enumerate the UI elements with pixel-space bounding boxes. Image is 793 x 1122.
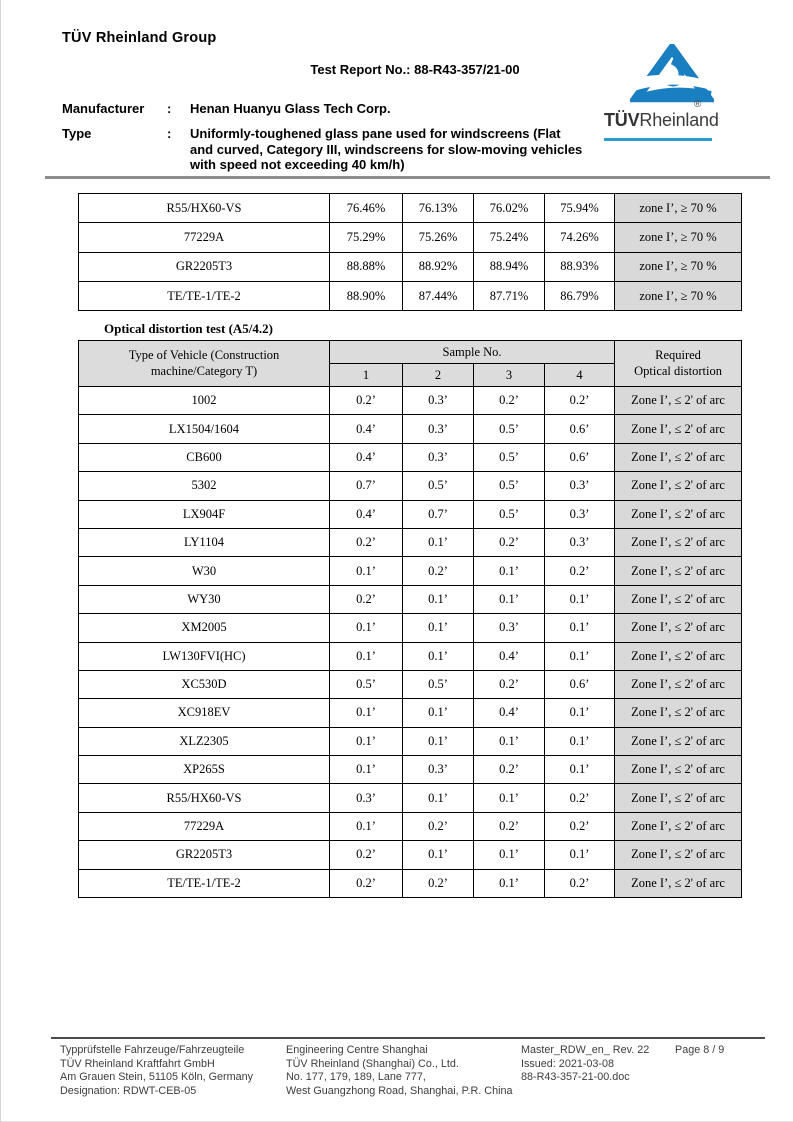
sample-value-cell: 0.2’ <box>330 869 403 897</box>
required-value-cell: Zone I’, ≤ 2' of arc <box>615 585 742 613</box>
vehicle-type-cell: XC918EV <box>79 699 330 727</box>
table-row <box>79 841 742 869</box>
sample-value-cell: 0.2’ <box>545 387 615 415</box>
sample-value-cell: 0.1’ <box>474 727 545 755</box>
required-value-cell: Zone I’, ≤ 2' of arc <box>615 614 742 642</box>
sample-value-cell: 0.1’ <box>403 528 474 556</box>
sample-value-cell: 0.2’ <box>545 869 615 897</box>
sample-value-cell: 75.26% <box>403 223 474 252</box>
required-value-cell: Zone I’, ≤ 2' of arc <box>615 472 742 500</box>
tuv-wordmark-bold: TÜV <box>604 110 640 130</box>
sample-value-cell: 88.88% <box>330 252 403 281</box>
sample-value-cell: 0.7’ <box>403 500 474 528</box>
sample-value-cell: 86.79% <box>545 281 615 310</box>
required-header-line: Optical distortion <box>634 363 722 378</box>
footer-page-indicator: Page 8 / 9 <box>675 1044 725 1056</box>
table-row <box>79 869 742 897</box>
table-row <box>79 194 742 223</box>
footer-line: West Guangzhong Road, Shanghai, P.R. China <box>286 1085 513 1098</box>
type-value-line: and curved, Category III, windscreens for slow-moving vehicles <box>190 141 583 157</box>
table-row <box>79 252 742 281</box>
sample-value-cell: 0.1’ <box>545 585 615 613</box>
vehicle-type-cell: CB600 <box>79 443 330 471</box>
footer-line: Am Grauen Stein, 51105 Köln, Germany <box>60 1071 254 1084</box>
sample-value-cell: 0.1’ <box>330 812 403 840</box>
vehicle-type-cell: LX904F <box>79 500 330 528</box>
table-row <box>79 784 742 812</box>
required-value-cell: Zone I’, ≤ 2' of arc <box>615 812 742 840</box>
vehicle-type-cell: R55/HX60-VS <box>79 194 330 223</box>
sample-value-cell: 0.2’ <box>330 585 403 613</box>
sample-value-cell: 0.1’ <box>403 841 474 869</box>
table-row <box>79 415 742 443</box>
sample-value-cell: 0.2’ <box>474 670 545 698</box>
sample-value-cell: 0.2’ <box>403 812 474 840</box>
required-value-cell: Zone I’, ≤ 2' of arc <box>615 557 742 585</box>
footer-line: Issued: 2021-03-08 <box>521 1057 615 1070</box>
vehicle-type-cell: 77229A <box>79 223 330 252</box>
sample-value-cell: 0.2’ <box>330 387 403 415</box>
table-row <box>79 812 742 840</box>
footer-address-shanghai <box>286 1044 513 1099</box>
sample-value-cell: 0.5’ <box>403 670 474 698</box>
sample-col-header: 1 <box>330 364 403 387</box>
footer-line: Designation: RDWT-CEB-05 <box>60 1085 197 1098</box>
sample-value-cell: 0.2’ <box>545 557 615 585</box>
vehicle-type-cell: W30 <box>79 557 330 585</box>
sample-value-cell: 0.1’ <box>403 699 474 727</box>
tuv-triangle-logo-icon <box>630 44 714 111</box>
vehicle-type-cell: XP265S <box>79 756 330 784</box>
required-value-cell: zone I’, ≥ 70 % <box>615 281 742 310</box>
sample-value-cell: 76.46% <box>330 194 403 223</box>
sample-value-cell: 0.3’ <box>403 443 474 471</box>
sample-value-cell: 0.2’ <box>330 841 403 869</box>
sample-value-cell: 0.2’ <box>403 869 474 897</box>
table-row <box>79 557 742 585</box>
footer-doc-info <box>521 1044 649 1085</box>
type-value <box>190 126 640 173</box>
vehicle-type-cell: WY30 <box>79 585 330 613</box>
table-row <box>79 699 742 727</box>
required-value-cell: Zone I’, ≤ 2' of arc <box>615 841 742 869</box>
vehicle-type-cell: XC530D <box>79 670 330 698</box>
sample-value-cell: 0.6’ <box>545 670 615 698</box>
sample-value-cell: 76.13% <box>403 194 474 223</box>
sample-value-cell: 88.90% <box>330 281 403 310</box>
sample-value-cell: 87.71% <box>474 281 545 310</box>
required-distortion-header <box>615 341 742 387</box>
vehicle-type-cell: XLZ2305 <box>79 727 330 755</box>
table-row <box>79 500 742 528</box>
sample-value-cell: 0.1’ <box>330 756 403 784</box>
required-value-cell: Zone I’, ≤ 2' of arc <box>615 869 742 897</box>
required-value-cell: zone I’, ≥ 70 % <box>615 194 742 223</box>
sample-value-cell: 0.3’ <box>330 784 403 812</box>
vehicle-type-cell: 77229A <box>79 812 330 840</box>
sample-value-cell: 0.6’ <box>545 415 615 443</box>
footer-line: No. 177, 179, 189, Lane 777, <box>286 1071 426 1084</box>
vehicle-type-cell: R55/HX60-VS <box>79 784 330 812</box>
vehicle-type-cell: GR2205T3 <box>79 252 330 281</box>
sample-value-cell: 75.24% <box>474 223 545 252</box>
sample-value-cell: 0.3’ <box>474 614 545 642</box>
sample-col-header: 3 <box>474 364 545 387</box>
table-row <box>79 585 742 613</box>
sample-value-cell: 0.2’ <box>474 812 545 840</box>
sample-value-cell: 0.1’ <box>474 869 545 897</box>
sample-value-cell: 0.1’ <box>330 642 403 670</box>
sample-value-cell: 0.4’ <box>330 415 403 443</box>
required-value-cell: Zone I’, ≤ 2' of arc <box>615 500 742 528</box>
sample-value-cell: 0.1’ <box>545 642 615 670</box>
sample-value-cell: 0.5’ <box>474 472 545 500</box>
sample-value-cell: 74.26% <box>545 223 615 252</box>
required-value-cell: Zone I’, ≤ 2' of arc <box>615 784 742 812</box>
sample-value-cell: 0.1’ <box>403 727 474 755</box>
header-divider <box>45 176 770 179</box>
vehicle-type-cell: LW130FVI(HC) <box>79 642 330 670</box>
sample-value-cell: 0.1’ <box>403 784 474 812</box>
sample-value-cell: 0.7’ <box>330 472 403 500</box>
sample-no-header: Sample No. <box>330 341 615 364</box>
sample-value-cell: 0.2’ <box>474 528 545 556</box>
type-value-line: with speed not exceeding 40 km/h) <box>190 157 405 172</box>
footer-divider <box>51 1037 765 1039</box>
footer-line: TÜV Rheinland Kraftfahrt GmbH <box>60 1057 215 1070</box>
footer-line: 88-R43-357-21-00.doc <box>521 1071 630 1084</box>
footer-address-germany <box>60 1044 253 1099</box>
sample-value-cell: 0.2’ <box>545 784 615 812</box>
light-transmittance-table <box>78 193 742 311</box>
sample-value-cell: 0.1’ <box>545 614 615 642</box>
sample-value-cell: 0.1’ <box>474 557 545 585</box>
vehicle-type-cell: 5302 <box>79 472 330 500</box>
sample-value-cell: 76.02% <box>474 194 545 223</box>
required-value-cell: Zone I’, ≤ 2' of arc <box>615 415 742 443</box>
table-row <box>79 528 742 556</box>
registered-trademark-icon: ® <box>694 99 702 110</box>
vehicle-type-cell: LY1104 <box>79 528 330 556</box>
required-value-cell: Zone I’, ≤ 2' of arc <box>615 670 742 698</box>
vehicle-type-header <box>79 341 330 387</box>
footer-line: Typprüfstelle Fahrzeuge/Fahrzeugteile <box>60 1044 245 1056</box>
sample-value-cell: 0.1’ <box>545 841 615 869</box>
manufacturer-value: Henan Huanyu Glass Tech Corp. <box>190 101 391 116</box>
sample-value-cell: 0.5’ <box>403 472 474 500</box>
sample-value-cell: 0.1’ <box>474 784 545 812</box>
sample-value-cell: 0.5’ <box>474 500 545 528</box>
table-row <box>79 223 742 252</box>
required-value-cell: Zone I’, ≤ 2' of arc <box>615 699 742 727</box>
sample-value-cell: 0.1’ <box>330 699 403 727</box>
required-value-cell: Zone I’, ≤ 2' of arc <box>615 642 742 670</box>
tuv-wordmark-regular: Rheinland <box>639 110 719 130</box>
tuv-wordmark <box>604 110 719 131</box>
vehicle-type-header-line: Type of Vehicle (Construction <box>128 348 280 362</box>
required-value-cell: Zone I’, ≤ 2' of arc <box>615 727 742 755</box>
required-value-cell: Zone I’, ≤ 2' of arc <box>615 756 742 784</box>
table-row <box>79 670 742 698</box>
manufacturer-label: Manufacturer <box>62 101 145 116</box>
vehicle-type-cell: TE/TE-1/TE-2 <box>79 281 330 310</box>
report-number: Test Report No.: 88-R43-357/21-00 <box>310 62 520 77</box>
required-value-cell: Zone I’, ≤ 2' of arc <box>615 443 742 471</box>
sample-value-cell: 0.4’ <box>330 500 403 528</box>
optical-distortion-table <box>78 340 742 898</box>
table-row <box>79 614 742 642</box>
sample-value-cell: 0.1’ <box>474 585 545 613</box>
sample-value-cell: 0.1’ <box>545 699 615 727</box>
sample-value-cell: 0.4’ <box>474 642 545 670</box>
sample-value-cell: 0.3’ <box>403 756 474 784</box>
type-value-line: Uniformly-toughened glass pane used for windscreens (Flat <box>190 126 561 141</box>
sample-value-cell: 0.3’ <box>403 415 474 443</box>
sample-value-cell: 0.4’ <box>474 699 545 727</box>
table-row <box>79 443 742 471</box>
sample-value-cell: 0.2’ <box>330 528 403 556</box>
sample-value-cell: 0.1’ <box>545 756 615 784</box>
manufacturer-colon: : <box>167 101 172 116</box>
logo-underline <box>604 138 712 141</box>
sample-value-cell: 0.1’ <box>403 642 474 670</box>
sample-value-cell: 87.44% <box>403 281 474 310</box>
sample-value-cell: 0.5’ <box>474 415 545 443</box>
sample-value-cell: 0.1’ <box>403 614 474 642</box>
required-value-cell: Zone I’, ≤ 2' of arc <box>615 528 742 556</box>
required-value-cell: Zone I’, ≤ 2' of arc <box>615 387 742 415</box>
vehicle-type-cell: TE/TE-1/TE-2 <box>79 869 330 897</box>
table-row <box>79 472 742 500</box>
sample-value-cell: 0.1’ <box>545 727 615 755</box>
sample-col-header: 4 <box>545 364 615 387</box>
sample-value-cell: 0.1’ <box>330 557 403 585</box>
table-row <box>79 642 742 670</box>
sample-value-cell: 75.29% <box>330 223 403 252</box>
footer-line: Engineering Centre Shanghai <box>286 1044 428 1056</box>
sample-value-cell: 75.94% <box>545 194 615 223</box>
required-header-line: Required <box>655 348 701 362</box>
sample-value-cell: 88.93% <box>545 252 615 281</box>
required-value-cell: zone I’, ≥ 70 % <box>615 223 742 252</box>
table-row <box>79 387 742 415</box>
vehicle-type-cell: XM2005 <box>79 614 330 642</box>
sample-value-cell: 0.3’ <box>545 500 615 528</box>
sample-value-cell: 0.2’ <box>474 756 545 784</box>
table-row <box>79 727 742 755</box>
distortion-table-title: Optical distortion test (A5/4.2) <box>104 321 273 336</box>
type-colon: : <box>167 126 172 141</box>
footer-line: Master_RDW_en_ Rev. 22 <box>521 1044 650 1056</box>
vehicle-type-cell: 1002 <box>79 387 330 415</box>
sample-value-cell: 0.3’ <box>545 528 615 556</box>
sample-value-cell: 0.1’ <box>474 841 545 869</box>
sample-value-cell: 88.92% <box>403 252 474 281</box>
sample-value-cell: 0.1’ <box>403 585 474 613</box>
sample-value-cell: 0.5’ <box>330 670 403 698</box>
sample-value-cell: 0.3’ <box>545 472 615 500</box>
sample-value-cell: 0.2’ <box>545 812 615 840</box>
sample-value-cell: 0.5’ <box>474 443 545 471</box>
sample-value-cell: 0.3’ <box>403 387 474 415</box>
required-value-cell: zone I’, ≥ 70 % <box>615 252 742 281</box>
sample-value-cell: 0.6’ <box>545 443 615 471</box>
sample-value-cell: 88.94% <box>474 252 545 281</box>
footer-line: TÜV Rheinland (Shanghai) Co., Ltd. <box>286 1057 459 1070</box>
type-label: Type <box>62 126 92 141</box>
sample-col-header: 2 <box>403 364 474 387</box>
sample-value-cell: 0.1’ <box>330 727 403 755</box>
sample-value-cell: 0.1’ <box>330 614 403 642</box>
table-row <box>79 281 742 310</box>
company-group-title: TÜV Rheinland Group <box>62 30 217 46</box>
sample-value-cell: 0.4’ <box>330 443 403 471</box>
sample-value-cell: 0.2’ <box>403 557 474 585</box>
vehicle-type-cell: GR2205T3 <box>79 841 330 869</box>
table-row <box>79 756 742 784</box>
sample-value-cell: 0.2’ <box>474 387 545 415</box>
table-header-row <box>79 341 742 364</box>
vehicle-type-cell: LX1504/1604 <box>79 415 330 443</box>
vehicle-type-header-line: machine/Category T) <box>150 363 258 378</box>
